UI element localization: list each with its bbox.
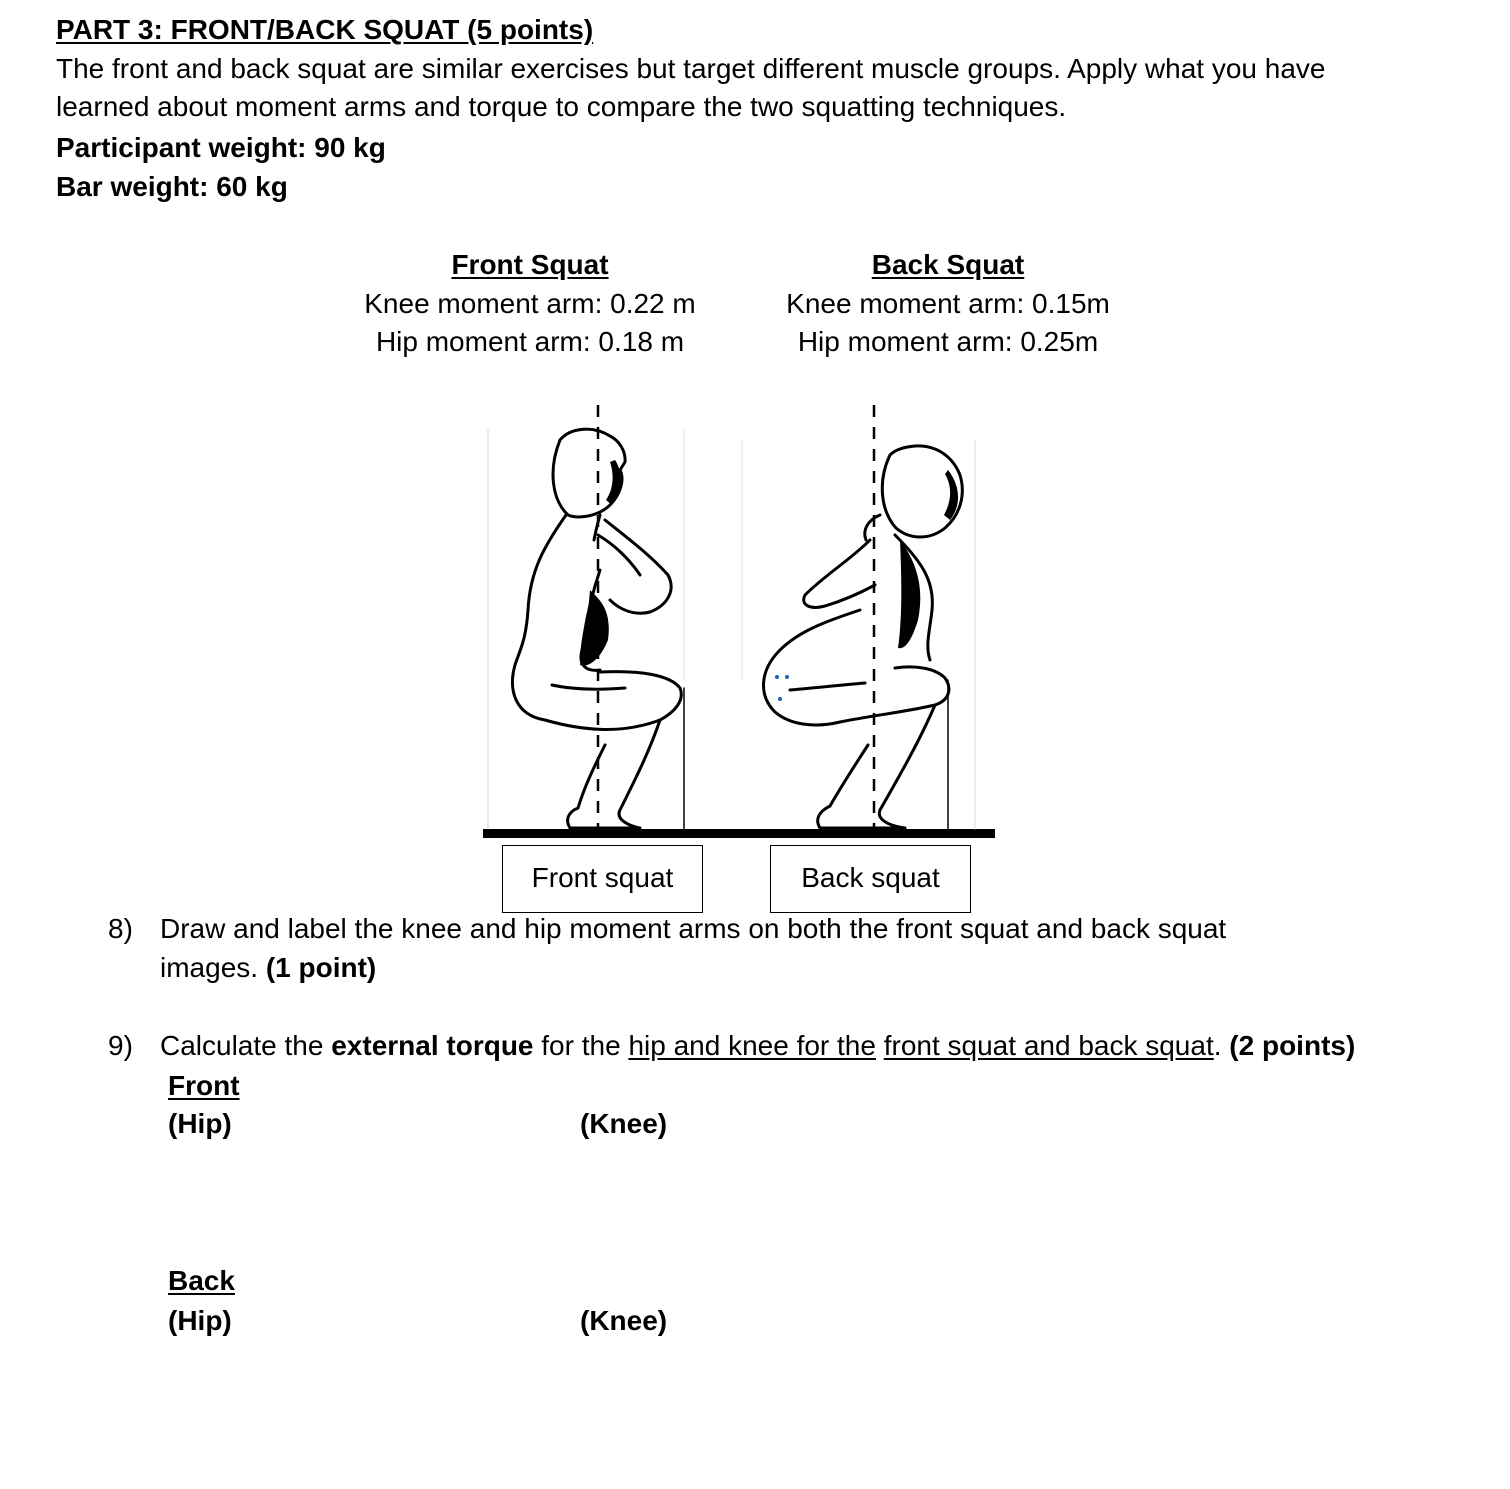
front-knee-moment-arm: Knee moment arm: 0.22 m — [364, 288, 696, 319]
q8-line-1: Draw and label the knee and hip moment arms on both the front squat and back squat — [160, 913, 1227, 944]
back-knee-label: (Knee) — [580, 1305, 668, 1336]
section-title: PART 3: FRONT/BACK SQUAT (5 points) — [56, 14, 594, 45]
intro-line-2: learned about moment arms and torque to compare the two squatting techniques. — [56, 91, 1067, 122]
q9-prompt — [160, 1027, 1355, 1065]
annotation-dots — [775, 675, 789, 701]
q9-bold-term: external torque — [331, 1030, 534, 1061]
front-squat-caption: Front squat — [502, 845, 703, 913]
back-hip-label: (Hip) — [168, 1305, 232, 1336]
q8-line-2-text: images. — [160, 952, 266, 983]
q9-underline-2: front squat and back squat — [883, 1030, 1214, 1061]
q9-underline-1: hip and knee for the — [628, 1030, 876, 1061]
bar-weight: Bar weight: 60 kg — [56, 171, 288, 202]
back-knee-moment-arm: Knee moment arm: 0.15m — [786, 288, 1110, 319]
q9-period: . — [1213, 1030, 1230, 1061]
participant-weight: Participant weight: 90 kg — [56, 132, 386, 163]
q9-part2: for the — [533, 1030, 629, 1061]
intro-line-1: The front and back squat are similar exercises but target different muscle groups. Apply what you have — [56, 53, 1326, 84]
q8-number: 8) — [108, 913, 133, 944]
back-hip-moment-arm: Hip moment arm: 0.25m — [797, 326, 1099, 357]
back-squat-figure — [742, 440, 975, 829]
q8-line-2 — [160, 949, 376, 987]
front-squat-heading: Front Squat — [451, 249, 609, 280]
back-squat-caption: Back squat — [770, 845, 971, 913]
floor-line — [483, 829, 995, 838]
front-squat-face-shading — [606, 460, 621, 505]
q9-number: 9) — [108, 1030, 133, 1061]
q9-part1: Calculate the — [160, 1030, 332, 1061]
q9-space — [876, 1030, 884, 1061]
q8-points: (1 point) — [265, 952, 377, 983]
front-hip-label: (Hip) — [168, 1108, 232, 1139]
front-knee-label: (Knee) — [580, 1108, 668, 1139]
front-answer-label: Front — [168, 1070, 240, 1101]
front-hip-moment-arm: Hip moment arm: 0.18 m — [375, 326, 685, 357]
back-squat-shading — [898, 540, 920, 648]
back-squat-heading: Back Squat — [871, 249, 1025, 280]
back-answer-label: Back — [168, 1265, 235, 1296]
q9-points: (2 points) — [1229, 1030, 1356, 1061]
